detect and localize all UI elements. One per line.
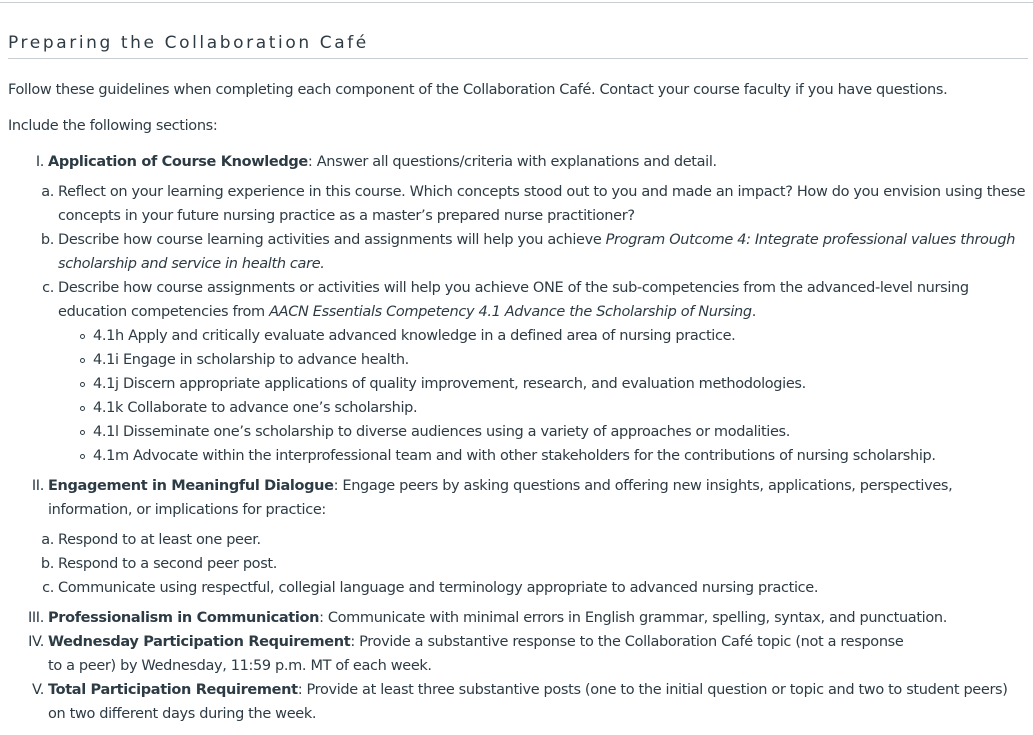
section-item <box>8 678 1028 726</box>
intro-paragraph: Follow these guidelines when completing each component of the Collaboration Café. Contact your course faculty if you have questions. <box>8 82 948 98</box>
section-heading: Total Participation Requirement <box>48 682 298 698</box>
section-number: I. <box>35 154 44 170</box>
sections-list <box>8 150 1028 726</box>
subsection-item <box>42 276 1028 468</box>
subsection-text: Respond to at least one peer. <box>58 532 261 548</box>
subsection-number: c. <box>42 280 54 296</box>
subsection-text: Respond to a second peer post. <box>58 556 278 572</box>
subsection-number: b. <box>40 556 54 572</box>
section-heading: Wednesday Participation Requirement <box>48 634 351 650</box>
subsection-text: Communicate using respectful, collegial language and terminology appropriate to advanced nursing practice. <box>58 580 819 596</box>
subsection-text: Describe how course learning activities and assignments will help you achieve <box>58 232 606 248</box>
section-number: II. <box>31 478 44 494</box>
subsection-number: b. <box>40 232 54 248</box>
subsection-number: c. <box>42 580 54 596</box>
subsection-item <box>41 180 1028 228</box>
subsection-item <box>40 228 1028 276</box>
sub-competency-item: 4.1l Disseminate one’s scholarship to diverse audiences using a variety of approaches or modalities. <box>58 420 1028 444</box>
section-item <box>8 606 1028 630</box>
section-heading: Engagement in Meaningful Dialogue <box>48 478 334 494</box>
section-item <box>8 474 1028 600</box>
sub-competency-list <box>58 324 1028 468</box>
sub-competency-item: 4.1i Engage in scholarship to advance health. <box>58 348 1028 372</box>
section-text: : Answer all questions/criteria with explanations and detail. <box>307 154 717 170</box>
subsection-text-end: . <box>751 304 757 320</box>
section-heading: Application of Course Knowledge <box>48 154 308 170</box>
competency-text: AACN Essentials Competency 4.1 Advance the Scholarship of Nursing <box>269 304 752 320</box>
section-text: : Provide at least three substantive posts (one to the initial question or topic and two to student peers) on two different days during the week. <box>48 682 1008 722</box>
section-number: V. <box>32 682 44 698</box>
subsection-item <box>42 576 1028 600</box>
section-item <box>8 150 1028 468</box>
section-number: IV. <box>28 634 44 650</box>
top-divider <box>0 2 1033 3</box>
subsection-text: Describe how course assignments or activities will help you achieve ONE of the sub-competencies from the advanced-level nursing education competencies from <box>58 280 969 320</box>
section-heading: Professionalism in Communication <box>48 610 320 626</box>
section-text: : Provide a substantive response to the Collaboration Café topic (not a response to a peer) by Wednesday, 11:59 p.m. MT of each week. <box>48 634 904 674</box>
program-outcome-text: Program Outcome 4: Integrate professional values through scholarship and service in health care. <box>58 232 1016 272</box>
section-number: III. <box>27 610 44 626</box>
section-item <box>8 630 1028 678</box>
sub-competency-item: 4.1j Discern appropriate applications of quality improvement, research, and evaluation methodologies. <box>58 372 1028 396</box>
sub-competency-item: 4.1k Collaborate to advance one’s scholarship. <box>58 396 1028 420</box>
subsection-item <box>41 528 1028 552</box>
section-text: : Engage peers by asking questions and offering new insights, applications, perspectives, information, or implications for practice: <box>48 478 953 518</box>
sections-label: Include the following sections: <box>8 118 218 134</box>
subsection-list <box>40 528 1028 600</box>
section-text: : Communicate with minimal errors in English grammar, spelling, syntax, and punctuation. <box>319 610 947 626</box>
sub-competency-item: 4.1m Advocate within the interprofessional team and with other stakeholders for the contributions of nursing scholarship. <box>58 444 1028 468</box>
subsection-item <box>40 552 1028 576</box>
sub-competency-item: 4.1h Apply and critically evaluate advanced knowledge in a defined area of nursing practice. <box>58 324 1028 348</box>
page-content <box>8 30 1028 726</box>
subsection-text: Reflect on your learning experience in this course. Which concepts stood out to you and made an impact? How do you envision using these concepts in your future nursing practice as a master’s prepared nurse practitioner? <box>58 184 1026 224</box>
subsection-number: a. <box>41 532 54 548</box>
subsection-number: a. <box>41 184 54 200</box>
subsection-list <box>40 180 1028 468</box>
page-title: Preparing the Collaboration Café <box>8 30 1028 59</box>
